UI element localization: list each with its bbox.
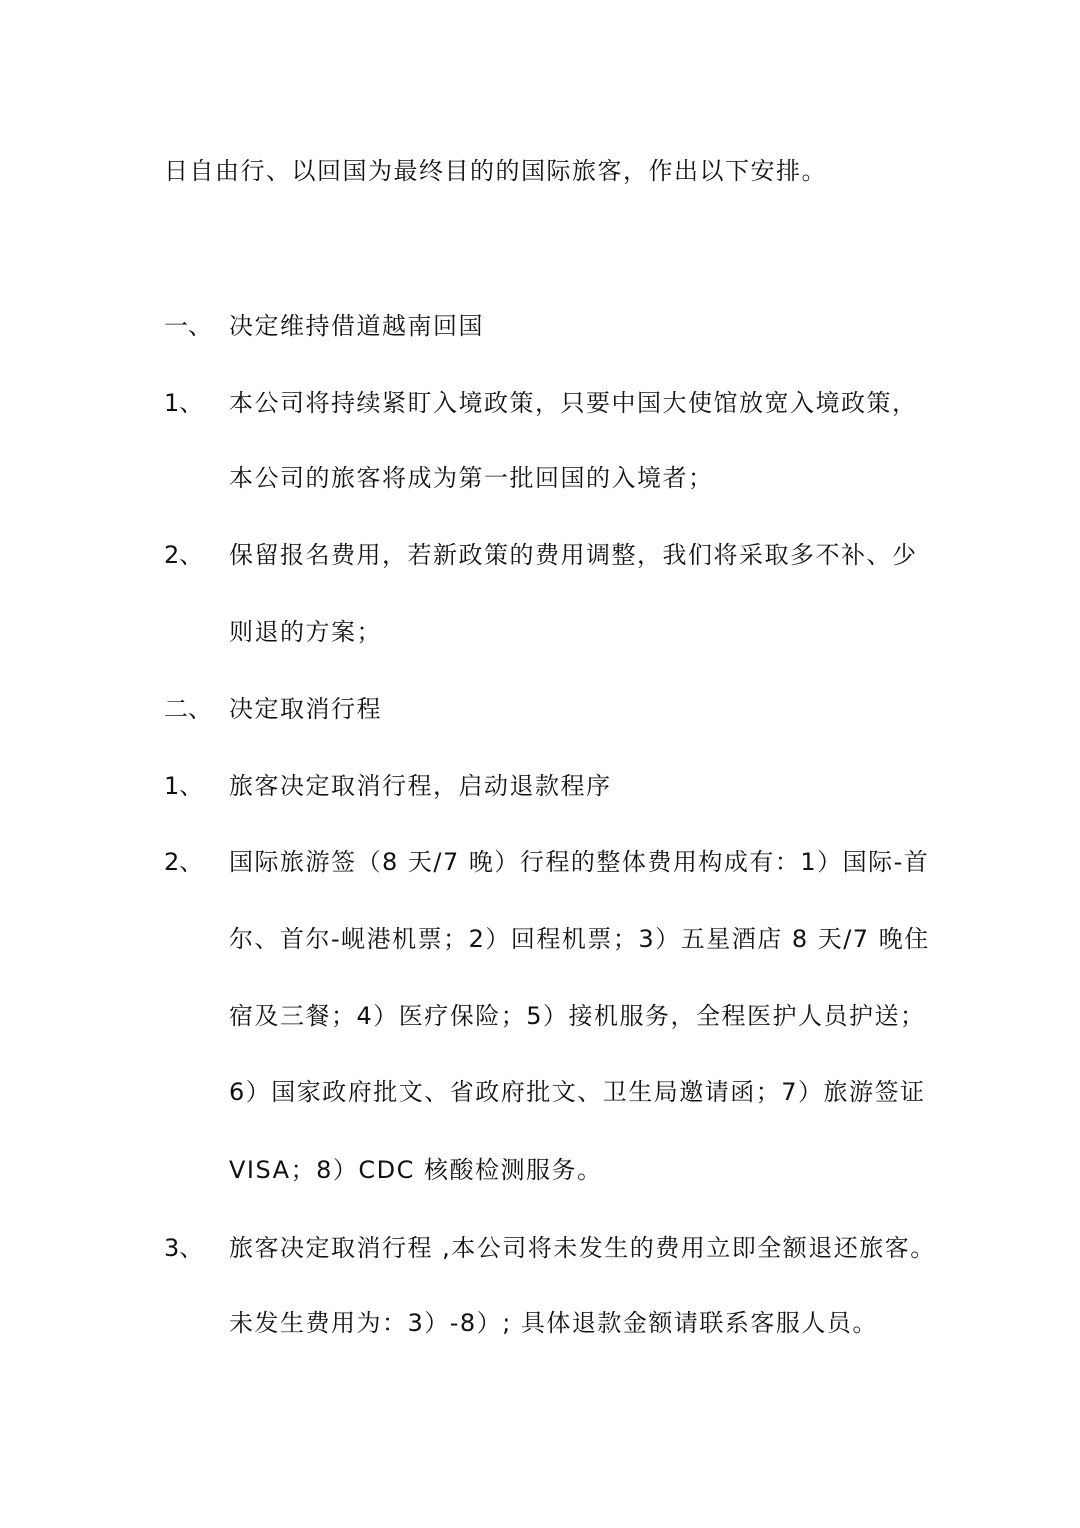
section-2-item-2-line-2 <box>0 919 1080 959</box>
section-1-item-2-line-2 <box>0 612 1080 652</box>
section-1-item-2-text-1: 保留报名费用，若新政策的费用调整，我们将采取多不补、少 <box>229 541 918 569</box>
section-1-item-1-text-2: 本公司的旅客将成为第一批回国的入境者； <box>229 464 714 492</box>
section-1-marker: 一、 <box>164 312 212 340</box>
section-2-item-2-line-3 <box>0 996 1080 1036</box>
section-2-item-2-line-1 <box>0 842 1080 882</box>
section-1-item-1-text-1: 本公司将持续紧盯入境政策，只要中国大使馆放宽入境政策， <box>229 389 918 417</box>
section-1-item-1-line-1 <box>0 383 1080 423</box>
section-1-item-1-marker: 1、 <box>164 389 204 417</box>
intro-line <box>0 151 1080 191</box>
section-2-item-2-marker: 2、 <box>164 848 204 876</box>
section-2-item-3-marker: 3、 <box>164 1234 204 1262</box>
section-2-item-2-text-5: VISA；8）CDC 核酸检测服务。 <box>229 1156 603 1184</box>
section-1-item-2-line-1 <box>0 535 1080 575</box>
section-2-item-3-line-1 <box>0 1228 1080 1268</box>
section-1-item-2-marker: 2、 <box>164 541 204 569</box>
section-2-marker: 二、 <box>164 695 212 723</box>
section-2-item-2-line-4 <box>0 1072 1080 1112</box>
section-2-title: 决定取消行程 <box>229 695 382 723</box>
section-2-item-3-text-2: 未发生费用为：3）-8）; 具体退款金额请联系客服人员。 <box>229 1309 878 1337</box>
intro-text: 日自由行、以回国为最终目的的国际旅客，作出以下安排。 <box>164 157 827 185</box>
section-1-title: 决定维持借道越南回国 <box>229 312 484 340</box>
section-2-item-2-text-3: 宿及三餐；4）医疗保险；5）接机服务，全程医护人员护送； <box>229 1002 926 1030</box>
section-2-item-2-text-2: 尔、首尔-岘港机票；2）回程机票；3）五星酒店 8 天/7 晚住 <box>229 925 930 953</box>
section-1-heading <box>0 306 1080 346</box>
section-2-item-2-text-1: 国际旅游签（8 天/7 晚）行程的整体费用构成有：1）国际-首 <box>229 848 930 876</box>
section-2-item-2-line-5 <box>0 1150 1080 1190</box>
section-1-item-2-text-2: 则退的方案； <box>229 618 382 646</box>
section-1-item-1-line-2 <box>0 458 1080 498</box>
section-2-item-3-text-1: 旅客决定取消行程 ,本公司将未发生的费用立即全额退还旅客。 <box>229 1234 936 1262</box>
section-2-item-1-marker: 1、 <box>164 772 204 800</box>
section-2-item-1-text-1: 旅客决定取消行程，启动退款程序 <box>229 772 612 800</box>
section-2-heading <box>0 689 1080 729</box>
section-2-item-2-text-4: 6）国家政府批文、省政府批文、卫生局邀请函；7）旅游签证 <box>229 1078 926 1106</box>
section-2-item-3-line-2 <box>0 1303 1080 1343</box>
section-2-item-1-line-1 <box>0 766 1080 806</box>
